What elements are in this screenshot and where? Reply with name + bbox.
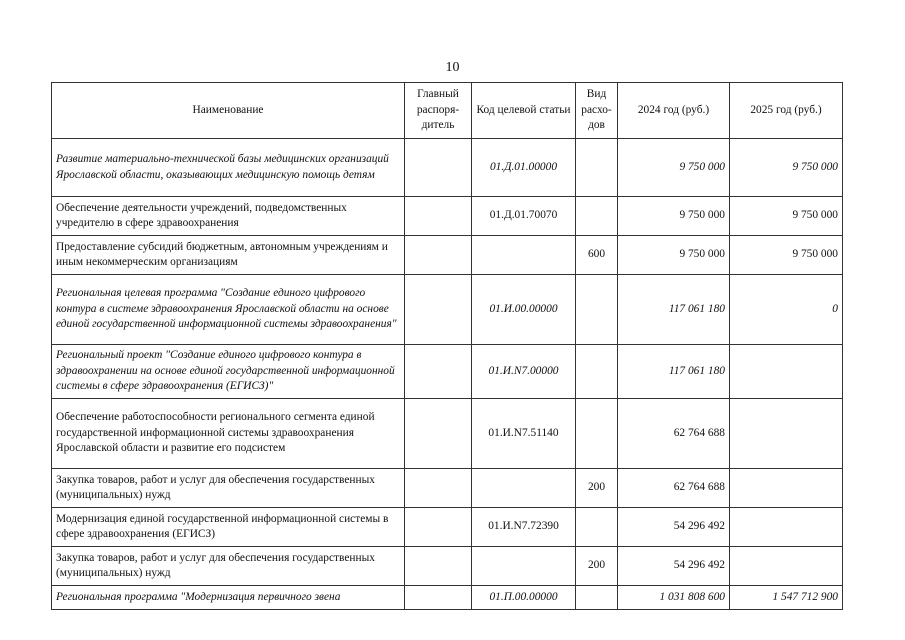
row-2024: 54 296 492 [618, 508, 730, 547]
row-dept [405, 345, 472, 399]
row-2025 [730, 345, 843, 399]
page-number: 10 [445, 60, 460, 75]
table-row [52, 508, 843, 547]
row-name: Обеспечение работоспособности регионального сегмента единой государственной информационной системы здравоохранения Ярославской области и развитие его подсистем [52, 399, 405, 469]
row-code: 01.И.00.00000 [472, 275, 576, 345]
row-dept [405, 275, 472, 345]
row-dept [405, 508, 472, 547]
row-dept [405, 399, 472, 469]
row-2024: 62 764 688 [618, 469, 730, 508]
row-2024: 9 750 000 [618, 197, 730, 236]
table-row [52, 469, 843, 508]
table-row [52, 345, 843, 399]
table-row [52, 399, 843, 469]
row-kind [576, 275, 618, 345]
row-dept [405, 586, 472, 610]
header-2024: 2024 год (руб.) [618, 83, 730, 139]
row-code [472, 236, 576, 275]
row-2024: 62 764 688 [618, 399, 730, 469]
row-name: Закупка товаров, работ и услуг для обеспечения государственных (муниципальных) нужд [52, 547, 405, 586]
row-kind: 200 [576, 469, 618, 508]
row-dept [405, 469, 472, 508]
row-code: 01.Д.01.70070 [472, 197, 576, 236]
row-code: 01.И.N7.72390 [472, 508, 576, 547]
row-code [472, 469, 576, 508]
header-dept: Главный распоря-дитель [405, 83, 472, 139]
table-row [52, 275, 843, 345]
row-2024: 9 750 000 [618, 139, 730, 197]
row-kind [576, 399, 618, 469]
row-dept [405, 197, 472, 236]
row-dept [405, 139, 472, 197]
row-name: Закупка товаров, работ и услуг для обеспечения государственных (муниципальных) нужд [52, 469, 405, 508]
row-code: 01.И.N7.51140 [472, 399, 576, 469]
row-name: Обеспечение деятельности учреждений, подведомственных учредителю в сфере здравоохранения [52, 197, 405, 236]
row-kind [576, 508, 618, 547]
row-2025: 9 750 000 [730, 236, 843, 275]
row-2025: 1 547 712 900 [730, 586, 843, 610]
row-code: 01.П.00.00000 [472, 586, 576, 610]
row-2025: 9 750 000 [730, 197, 843, 236]
row-2024: 54 296 492 [618, 547, 730, 586]
header-name: Наименование [52, 83, 405, 139]
row-2025: 0 [730, 275, 843, 345]
row-name: Развитие материально-технической базы медицинских организаций Ярославской области, оказывающих медицинскую помощь детям [52, 139, 405, 197]
row-2024: 9 750 000 [618, 236, 730, 275]
header-code: Код целевой статьи [472, 83, 576, 139]
row-name: Предоставление субсидий бюджетным, автономным учреждениям и иным некоммерческим организациям [52, 236, 405, 275]
table-row [52, 139, 843, 197]
row-kind [576, 345, 618, 399]
row-code: 01.И.N7.00000 [472, 345, 576, 399]
header-row [52, 83, 843, 139]
row-2025 [730, 547, 843, 586]
row-code: 01.Д.01.00000 [472, 139, 576, 197]
row-2025 [730, 399, 843, 469]
row-name: Региональный проект "Создание единого цифрового контура в здравоохранении на основе единой государственной информационной системы в сфере здравоохранения (ЕГИСЗ)" [52, 345, 405, 399]
row-name: Модернизация единой государственной информационной системы в сфере здравоохранения (ЕГИСЗ) [52, 508, 405, 547]
table-row [52, 236, 843, 275]
row-dept [405, 547, 472, 586]
row-dept [405, 236, 472, 275]
row-2025: 9 750 000 [730, 139, 843, 197]
row-2025 [730, 508, 843, 547]
table-row [52, 586, 843, 610]
row-kind: 200 [576, 547, 618, 586]
table-row [52, 547, 843, 586]
row-2024: 117 061 180 [618, 345, 730, 399]
row-kind [576, 197, 618, 236]
row-2024: 117 061 180 [618, 275, 730, 345]
header-2025: 2025 год (руб.) [730, 83, 843, 139]
row-code [472, 547, 576, 586]
row-2024: 1 031 808 600 [618, 586, 730, 610]
row-kind [576, 139, 618, 197]
row-name: Региональная программа "Модернизация первичного звена [52, 586, 405, 610]
row-kind: 600 [576, 236, 618, 275]
row-kind [576, 586, 618, 610]
budget-table [51, 82, 843, 610]
row-name: Региональная целевая программа "Создание единого цифрового контура в системе здравоохранения Ярославской области на основе единой государственной информационной системы здравоохранения" [52, 275, 405, 345]
row-2025 [730, 469, 843, 508]
table-row [52, 197, 843, 236]
header-kind: Вид расхо-дов [576, 83, 618, 139]
